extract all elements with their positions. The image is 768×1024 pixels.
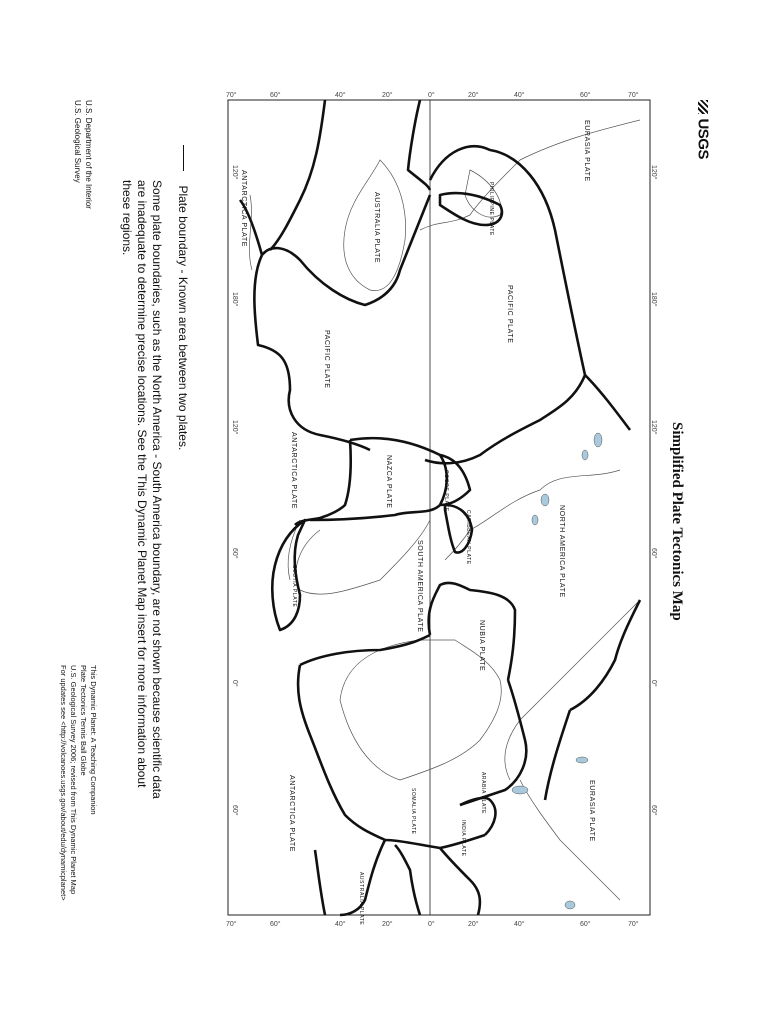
svg-text:70°: 70°: [628, 92, 639, 99]
label-pacific-plate-north: PACIFIC PLATE: [506, 285, 513, 344]
label-nubia-plate: NUBIA PLATE: [478, 620, 485, 672]
label-philippine-plate: PHILIPPINE PLATE: [488, 182, 494, 236]
label-australia-plate-west: AUSTRALIA PLATE: [373, 192, 380, 264]
credit-line: For updates see <http://volcanoes.usgs.gov/about/edu/dynamicplanet>: [59, 665, 68, 901]
usgs-logo: [694, 100, 712, 159]
credits-block: [58, 665, 98, 901]
label-arabia-plate: ARABIA PLATE: [480, 772, 486, 815]
svg-text:60°: 60°: [580, 921, 591, 928]
svg-text:120°: 120°: [231, 420, 238, 435]
credit-line: This Dynamic Planet: A Teaching Companion: [89, 665, 98, 815]
svg-text:60°: 60°: [231, 805, 238, 816]
legend-line-label: Plate boundary - Known area between two plates.: [176, 185, 190, 451]
svg-text:60°: 60°: [650, 548, 657, 559]
label-somalia-plate: SOMALIA PLATE: [410, 788, 416, 835]
svg-text:40°: 40°: [514, 92, 525, 99]
svg-text:120°: 120°: [650, 165, 657, 180]
svg-text:0°: 0°: [231, 680, 238, 687]
svg-text:40°: 40°: [335, 921, 346, 928]
usgs-wave-icon: [698, 100, 708, 114]
svg-text:70°: 70°: [628, 921, 639, 928]
svg-text:120°: 120°: [231, 165, 238, 180]
usgs-logo-text: USGS: [694, 118, 712, 159]
svg-text:0°: 0°: [428, 92, 435, 99]
svg-text:40°: 40°: [335, 92, 346, 99]
label-eurasia-plate-east: EURASIA PLATE: [588, 780, 595, 842]
label-nazca-plate: NAZCA PLATE: [385, 455, 392, 509]
svg-text:60°: 60°: [580, 92, 591, 99]
latitude-ticks-bottom: [226, 920, 639, 928]
svg-text:20°: 20°: [468, 921, 479, 928]
label-cocos-plate: COCOS PLATE: [443, 470, 449, 512]
svg-text:20°: 20°: [382, 92, 393, 99]
label-antarctica-plate-east: ANTARCTICA PLATE: [288, 775, 295, 853]
label-india-plate: INDIA PLATE: [460, 820, 466, 857]
legend-line-swatch: [183, 145, 184, 171]
svg-text:70°: 70°: [226, 92, 237, 99]
latitude-ticks-top: [226, 91, 639, 99]
agency-block: [72, 100, 94, 209]
svg-text:0°: 0°: [428, 921, 435, 928]
legend-note-line: these regions.: [120, 180, 134, 256]
label-eurasia-plate: EURASIA PLATE: [583, 120, 590, 182]
label-antarctica-plate-mid: ANTARCTICA PLATE: [290, 432, 297, 510]
label-south-america-plate: SOUTH AMERICA PLATE: [416, 540, 423, 633]
svg-text:20°: 20°: [468, 92, 479, 99]
svg-text:60°: 60°: [270, 92, 281, 99]
credit-line: U.S. Geological Survey 2006; revised from This Dynamic Planet Map: [69, 665, 78, 895]
label-north-america-plate: NORTH AMERICA PLATE: [558, 505, 565, 598]
legend-note-line: are inadequate to determine precise locations. See the This Dynamic Planet Map insert for more information about: [135, 180, 149, 788]
label-caribbean-plate: CARIBBEAN PLATE: [465, 510, 471, 565]
credit-line: Plate Tectonics Tennis Ball Globe: [79, 665, 88, 776]
agency-line: U.S. Geological Survey: [73, 100, 82, 183]
svg-text:0°: 0°: [650, 680, 657, 687]
svg-text:180°: 180°: [650, 292, 657, 307]
page-title: Simplified Plate Tectonics Map: [669, 422, 685, 621]
legend-note-line: Some plate boundaries, such as the North America - South America boundary, are not shown because scientific data: [150, 180, 164, 799]
svg-text:120°: 120°: [650, 420, 657, 435]
label-antarctica-plate-west: ANTARCTICA PLATE: [240, 170, 247, 248]
svg-text:60°: 60°: [231, 548, 238, 559]
label-australia-plate-east: AUSTRALIA PLATE: [358, 872, 364, 926]
label-pacific-plate-south: PACIFIC PLATE: [323, 330, 330, 389]
agency-line: U.S. Department of the Interior: [84, 100, 93, 209]
svg-text:60°: 60°: [650, 805, 657, 816]
label-scotia-plate: SCOTIA PLATE: [291, 565, 297, 608]
longitude-ticks-right: [650, 165, 658, 816]
svg-text:40°: 40°: [514, 921, 525, 928]
svg-text:70°: 70°: [226, 921, 237, 928]
legend-note: [119, 180, 164, 799]
svg-text:180°: 180°: [231, 292, 238, 307]
legend: [174, 145, 192, 450]
svg-text:60°: 60°: [270, 921, 281, 928]
svg-text:20°: 20°: [382, 921, 393, 928]
